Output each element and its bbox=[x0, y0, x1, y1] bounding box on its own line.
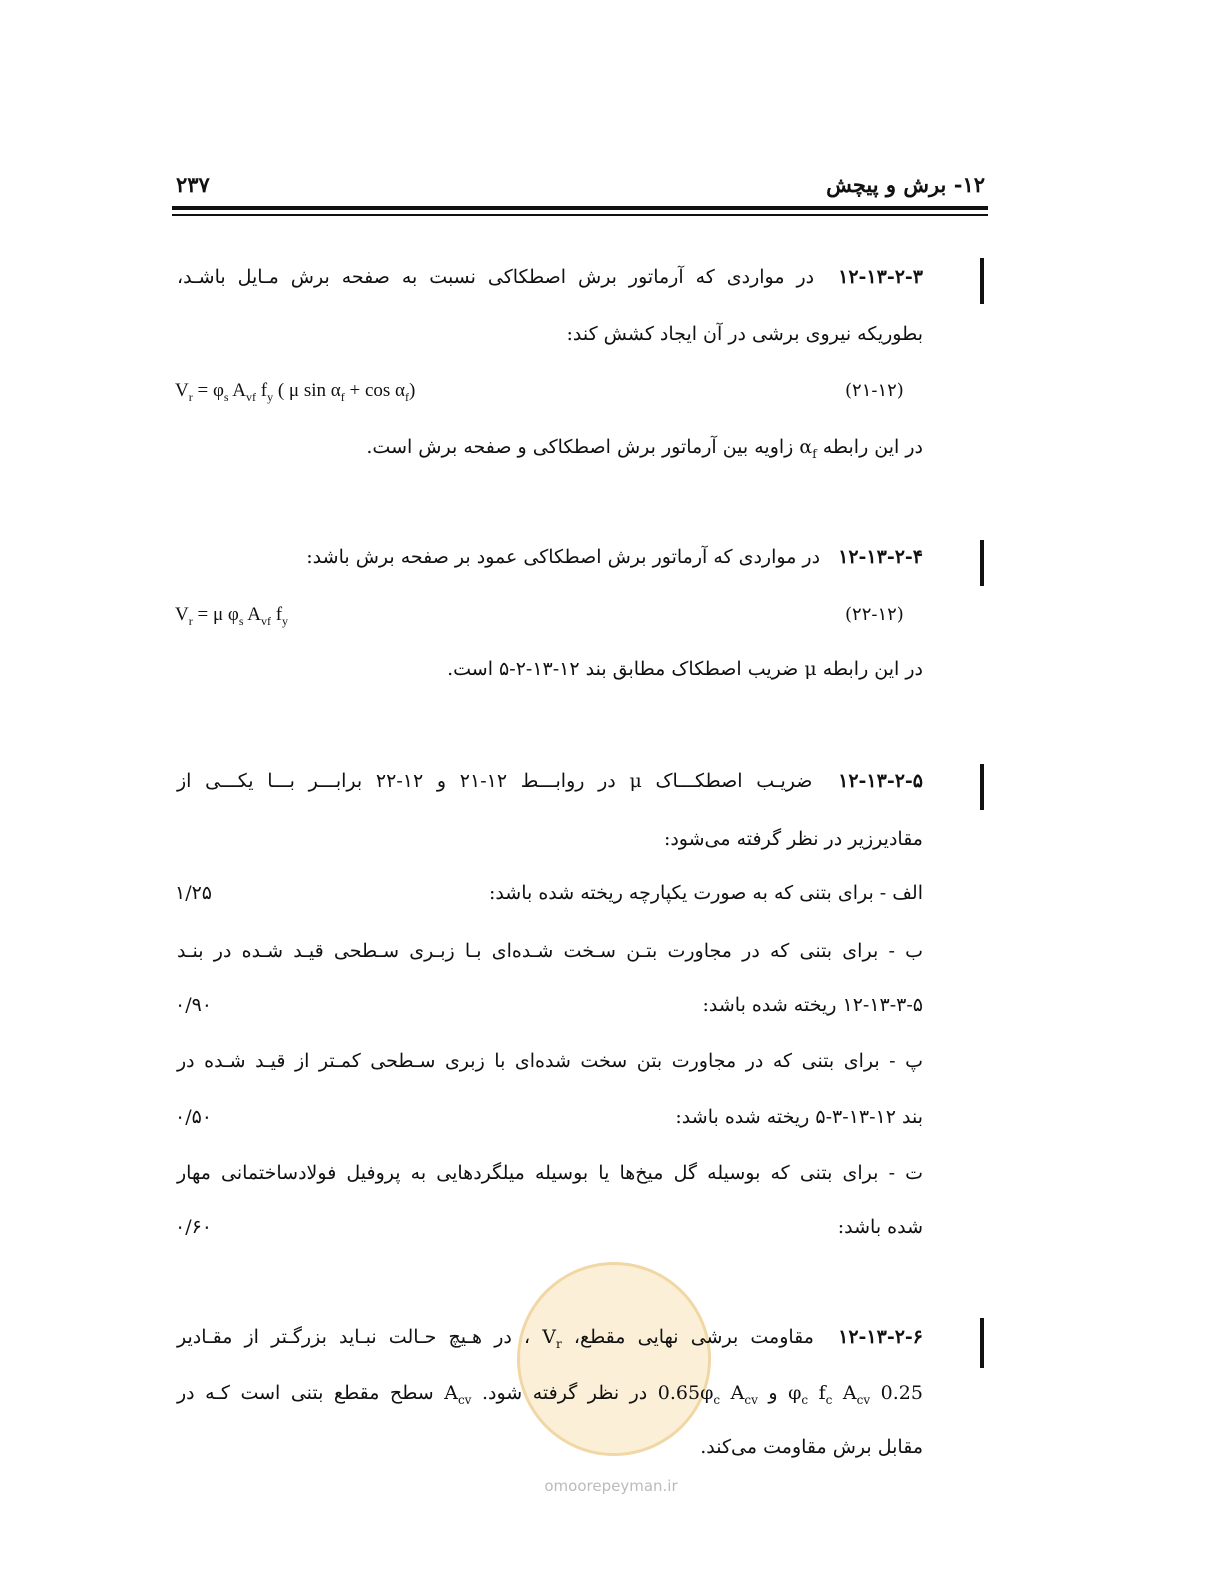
clause-text: در مواردی که آرماتور برش اصطکاکی عمود بر صفحه برش باشد: bbox=[306, 546, 821, 568]
clause-number: ۱۲-۱۳-۲-۳ bbox=[838, 266, 923, 288]
item-a-value: ۱/۲۵ bbox=[175, 882, 213, 904]
formula-21: $V_r = \varphi_s$ $A_{vf}$ $f_y$ ( μ $\sin \alpha_f + \cos \alpha_f$) bbox=[175, 380, 416, 404]
item-b-line2: ۱۲-۱۳-۳-۵ ریخته شده باشد: bbox=[702, 994, 923, 1016]
item-b-value: ۰/۹۰ bbox=[175, 994, 213, 1016]
change-bar bbox=[980, 764, 984, 810]
clause-4-line1 bbox=[306, 546, 923, 568]
watermark-logo bbox=[517, 1262, 711, 1456]
header-rule-thin bbox=[172, 214, 988, 216]
item-t-value: ۰/۶۰ bbox=[175, 1216, 213, 1238]
clause-3-note: در این رابطه $\alpha_f$ زاویه بین آرماتور برش اصطکاکی و صفحه برش است. bbox=[366, 436, 923, 461]
change-bar bbox=[980, 258, 984, 304]
header-rule-thick bbox=[172, 206, 988, 210]
item-p-value: ۰/۵۰ bbox=[175, 1106, 213, 1128]
clause-6-line1 bbox=[177, 1326, 923, 1351]
clause-6-line3: مقابل برش مقاومت می‌کند. bbox=[700, 1436, 923, 1458]
change-bar bbox=[980, 1318, 984, 1368]
clause-3-line1 bbox=[177, 266, 923, 288]
clause-4-note: در این رابطه μ ضریب اصطکاک مطابق بند ۱۲-۱۳-۲-۵ است. bbox=[447, 658, 923, 680]
clause-text: مقاومت برشی نهایی مقطع، $V_r$ ، در هـیچ حـالت نبـاید بزرگـتر از مقـادیر bbox=[177, 1326, 814, 1351]
formula-22: $V_r = \mu$ $\varphi_s$ $A_{vf}$ $f_y$ bbox=[175, 604, 289, 628]
clause-5-line2: مقادیرزیر در نظر گرفته می‌شود: bbox=[663, 828, 923, 850]
clause-text: ضریـب اصطکـــاک μ در روابـــط ۱۲-۲۱ و ۱۲-۲۲ برابـــر بـــا یکـــی از bbox=[177, 770, 813, 792]
clause-6-line2: 0.25 $\varphi_c$ $f_c$ $A_{cv}$ و $0.65\varphi_c$ $A_{cv}$ در نظر گرفته شود. $A_{cv}$ سطح مقطع بتنی است کـه در bbox=[177, 1382, 923, 1407]
item-t-line2: شده باشد: bbox=[837, 1216, 923, 1238]
clause-number: ۱۲-۱۳-۲-۶ bbox=[838, 1326, 923, 1348]
clause-number: ۱۲-۱۳-۲-۴ bbox=[838, 546, 923, 568]
item-b-line1: ب - برای بتنی که در مجاورت بتـن سـخت شـده‌ای بـا زبـری سـطحی قیـد شـده در بنـد bbox=[177, 940, 923, 962]
watermark-site: omoorepeyman.ir bbox=[544, 1477, 678, 1495]
clause-5-line1 bbox=[177, 770, 923, 792]
item-t-line1: ت - برای بتنی که بوسیله گل میخ‌ها یا بوسیله میلگردهایی به پروفیل فولادساختمانی مهار bbox=[177, 1162, 923, 1184]
item-p-line1: پ - برای بتنی که در مجاورت بتن سخت شده‌ای با زبری سـطحی کمـتر از قیـد شـده در bbox=[177, 1050, 923, 1072]
chapter-title: ۱۲- برش و پیچش bbox=[826, 172, 985, 197]
page-number: ۲۳۷ bbox=[176, 172, 210, 197]
item-p-line2: بند ۱۲-۱۳-۳-۵ ریخته شده باشد: bbox=[675, 1106, 923, 1128]
change-bar bbox=[980, 540, 984, 586]
clause-3-line2: بطوریکه نیروی برشی در آن ایجاد کشش کند: bbox=[566, 323, 923, 345]
equation-number-21: (۲۱-۱۲) bbox=[845, 380, 904, 401]
clause-number: ۱۲-۱۳-۲-۵ bbox=[838, 770, 923, 792]
item-a: الف - برای بتنی که به صورت یکپارچه ریخته شده باشد: bbox=[488, 882, 923, 904]
equation-number-22: (۲۲-۱۲) bbox=[845, 604, 904, 625]
clause-text: در مواردی که آرماتور برش اصطکاکی نسبت به صفحه برش مـایل باشـد، bbox=[177, 266, 815, 288]
